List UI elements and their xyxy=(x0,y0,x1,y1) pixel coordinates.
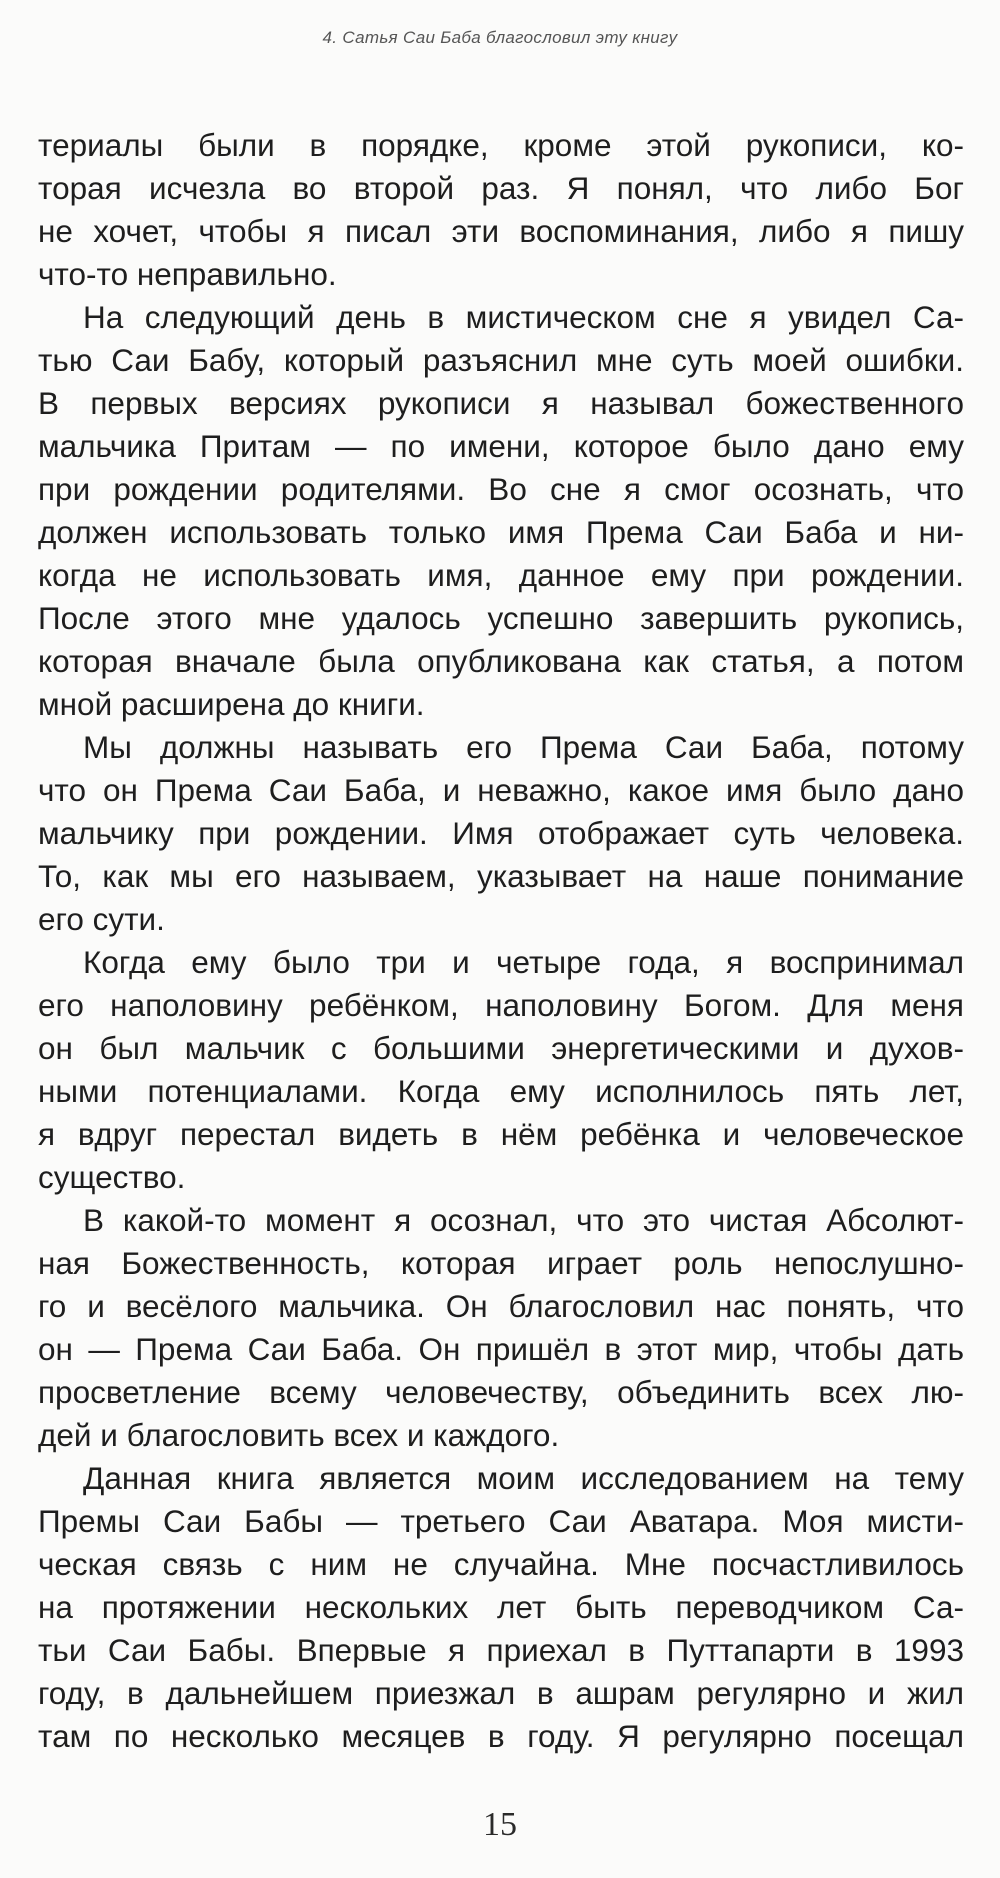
text-line: ными потенциалами. Когда ему исполнилось пять лет, xyxy=(38,1073,964,1109)
paragraph xyxy=(38,941,964,1199)
text-line: которая вначале была опубликована как статья, а потом xyxy=(38,643,964,679)
text-line: он был мальчик с большими энергетическими и духов- xyxy=(38,1030,964,1066)
text-line: ческая связь с ним не случайна. Мне посчастливилось xyxy=(38,1546,964,1582)
text-line: мальчику при рождении. Имя отображает суть человека. xyxy=(38,815,964,851)
text-line: его наполовину ребёнком, наполовину Богом. Для меня xyxy=(38,987,964,1023)
paragraph xyxy=(38,296,964,726)
text-line: На следующий день в мистическом сне я увидел Са- xyxy=(83,299,964,335)
text-line: Когда ему было три и четыре года, я воспринимал xyxy=(83,944,964,980)
text-line: должен использовать только имя Према Саи Баба и ни- xyxy=(38,514,964,550)
text-line: его сути. xyxy=(38,901,165,937)
paragraph xyxy=(38,1199,964,1457)
paragraph xyxy=(38,1457,964,1758)
text-line: дей и благословить всех и каждого. xyxy=(38,1417,560,1453)
text-line: просветление всему человечеству, объединить всех лю- xyxy=(38,1374,964,1410)
paragraph xyxy=(38,124,964,296)
text-line: торая исчезла во второй раз. Я понял, что либо Бог xyxy=(38,170,964,206)
page-number: 15 xyxy=(483,1806,517,1843)
text-line: То, как мы его называем, указывает на наше понимание xyxy=(38,858,964,894)
text-line: ная Божественность, которая играет роль непослушно- xyxy=(38,1245,964,1281)
text-line: не хочет, чтобы я писал эти воспоминания, либо я пишу xyxy=(38,213,964,249)
text-line: В какой-то момент я осознал, что это чистая Абсолют- xyxy=(83,1202,964,1238)
text-line: После этого мне удалось успешно завершить рукопись, xyxy=(38,600,964,636)
text-line: Данная книга является моим исследованием на тему xyxy=(83,1460,964,1496)
paragraph xyxy=(38,726,964,941)
text-line: когда не использовать имя, данное ему при рождении. xyxy=(38,557,964,593)
text-line: при рождении родителями. Во сне я смог осознать, что xyxy=(38,471,964,507)
text-line: он — Према Саи Баба. Он пришёл в этот мир, чтобы дать xyxy=(38,1331,964,1367)
text-line: на протяжении нескольких лет быть переводчиком Са- xyxy=(38,1589,964,1625)
text-line: тьи Саи Бабы. Впервые я приехал в Путтапарти в 1993 xyxy=(38,1632,964,1668)
text-line: Мы должны называть его Према Саи Баба, потому xyxy=(83,729,964,765)
text-line: В первых версиях рукописи я называл божественного xyxy=(38,385,964,421)
text-line: териалы были в порядке, кроме этой рукописи, ко- xyxy=(38,127,964,163)
text-line: что-то неправильно. xyxy=(38,256,337,292)
text-line: я вдруг перестал видеть в нём ребёнка и человеческое xyxy=(38,1116,964,1152)
text-line: мной расширена до книги. xyxy=(38,686,425,722)
running-header: 4. Сатья Саи Баба благословил эту книгу xyxy=(322,28,678,47)
text-line: мальчика Притам — по имени, которое было дано ему xyxy=(38,428,964,464)
text-line: существо. xyxy=(38,1159,186,1195)
text-line: го и весёлого мальчика. Он благословил нас понять, что xyxy=(38,1288,964,1324)
text-line: что он Према Саи Баба, и неважно, какое имя было дано xyxy=(38,772,964,808)
text-line: году, в дальнейшем приезжал в ашрам регулярно и жил xyxy=(38,1675,964,1711)
text-line: там по несколько месяцев в году. Я регулярно посещал xyxy=(38,1718,964,1754)
text-line: Премы Саи Бабы — третьего Саи Аватара. Моя мисти- xyxy=(38,1503,964,1539)
text-line: тью Саи Бабу, который разъяснил мне суть моей ошибки. xyxy=(38,342,964,378)
body-text xyxy=(38,124,964,1758)
